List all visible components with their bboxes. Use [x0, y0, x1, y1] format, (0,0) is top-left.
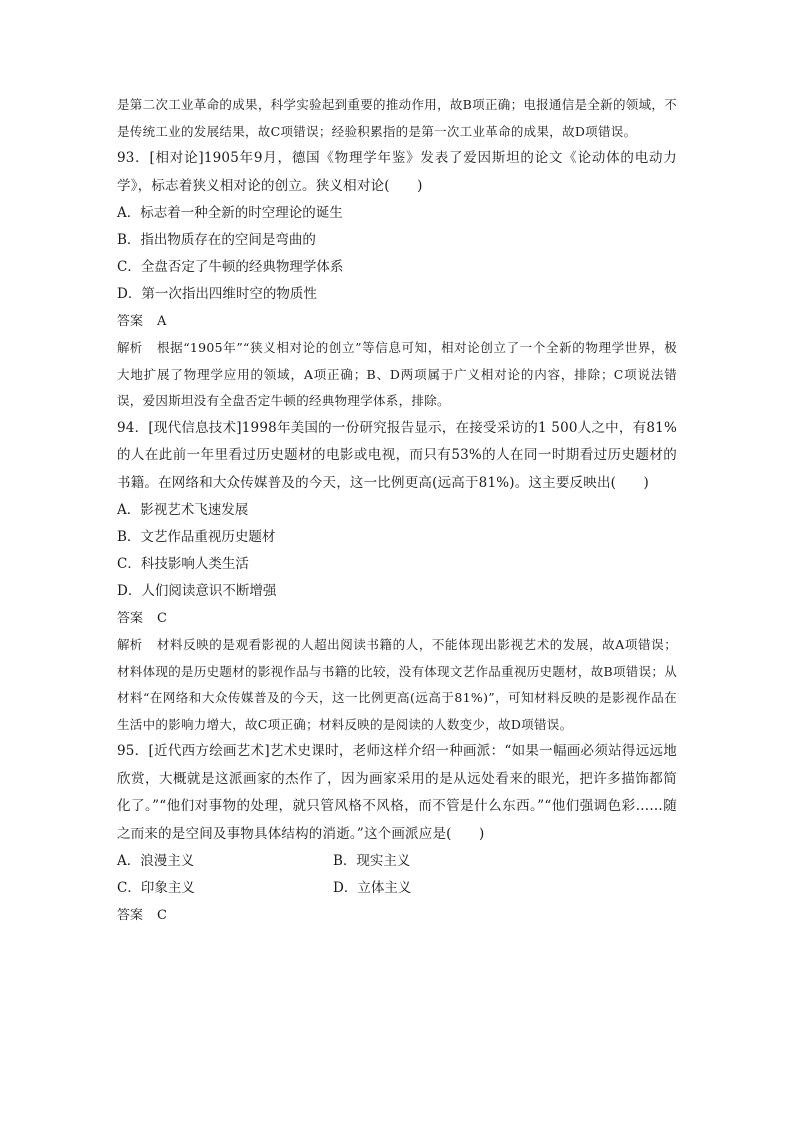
- question-94-option-c: C．科技影响人类生活: [117, 556, 249, 572]
- explanation-label: 解析: [117, 340, 143, 355]
- question-95-option-d: D．立体主义: [333, 880, 412, 896]
- question-94-option-a: A．影视艺术飞速发展: [117, 502, 249, 518]
- question-93-option-d: D．第一次指出四维时空的物质性: [117, 286, 317, 302]
- question-93-option-c: C．全盘否定了牛顿的经典物理学体系: [117, 259, 344, 275]
- question-93-answer: [117, 308, 677, 335]
- question-95-option-b: B．现实主义: [333, 853, 411, 869]
- question-94-explanation: [117, 632, 677, 738]
- question-95-option-a: A．浪漫主义: [117, 853, 195, 869]
- explanation-text: 材料反映的是观看影视的人超出阅读书籍的人，不能体现出影视艺术的发展，故A项错误；材料体现的是历史题材的影视作品与书籍的比较，没有体现文艺作品重视历史题材，故B项错误；从材料“在网络和大众传媒普及的今天，这一比例更高(远高于81%)”，可知材料反映的是影视作品在生活中的影响力增大，故C项正确；材料反映的是阅读的人数变少，故D项错误。: [117, 637, 677, 732]
- question-93-stem: 93．[相对论]1905年9月，德国《物理学年鉴》发表了爱因斯坦的论文《论动体的电动力学》，标志着狭义相对论的创立。狭义相对论( ): [117, 150, 677, 194]
- answer-label: 答案: [117, 314, 144, 329]
- answer-value: C: [157, 611, 167, 626]
- prev-explanation-tail: 是第二次工业革命的成果，科学实验起到重要的推动作用，故B项正确；电报通信是全新的领域，不是传统工业的发展结果，故C项错误；经验积累指的是第一次工业革命的成果，故D项错误。: [117, 97, 677, 139]
- explanation-label: 解析: [117, 637, 143, 652]
- document-content: [117, 92, 677, 929]
- explanation-text: 根据“1905年”“狭义相对论的创立”等信息可知，相对论创立了一个全新的物理学世界，极大地扩展了物理学应用的领域，A项正确；B、D两项属于广义相对论的内容，排除；C项说法错误，爱因斯坦没有全盘否定牛顿的经典物理学体系，排除。: [117, 340, 677, 408]
- question-95-options-row-1: [117, 848, 677, 875]
- question-94-stem: 94．[现代信息技术]1998年美国的一份研究报告显示，在接受采访的1 500人之中，有81%的人在此前一年里看过历史题材的电影或电视，而只有53%的人在同一时期看过历史题材的书籍。在网络和大众传媒普及的今天，这一比例更高(远高于81%)。这主要反映出( ): [117, 419, 677, 491]
- question-93: [117, 145, 677, 415]
- answer-label: 答案: [117, 611, 144, 626]
- question-94-option-b: B．文艺作品重视历史题材: [117, 529, 276, 545]
- question-93-explanation: [117, 335, 677, 415]
- question-94: [117, 415, 677, 739]
- answer-value: A: [157, 314, 167, 329]
- answer-value: C: [157, 908, 167, 923]
- question-94-answer: [117, 605, 677, 632]
- question-95: [117, 738, 677, 929]
- question-95-answer: [117, 902, 677, 929]
- question-95-stem: 95．[近代西方绘画艺术]艺术史课时，老师这样介绍一种画派：“如果一幅画必须站得远远地欣赏，大概就是这派画家的杰作了，因为画家采用的是从远处看来的眼光，把许多描饰都简化了。”“他们对事物的处理，就只管风格不风格，而不管是什么东西。”“他们强调色彩……随之而来的是空间及事物具体结构的消逝。”这个画派应是( ): [117, 743, 677, 842]
- answer-label: 答案: [117, 908, 144, 923]
- question-93-option-b: B．指出物质存在的空间是弯曲的: [117, 232, 316, 248]
- question-95-option-c: C．印象主义: [117, 880, 195, 896]
- question-95-options-row-2: [117, 875, 677, 902]
- question-94-option-d: D．人们阅读意识不断增强: [117, 583, 277, 599]
- question-93-option-a: A．标志着一种全新的时空理论的诞生: [117, 205, 343, 221]
